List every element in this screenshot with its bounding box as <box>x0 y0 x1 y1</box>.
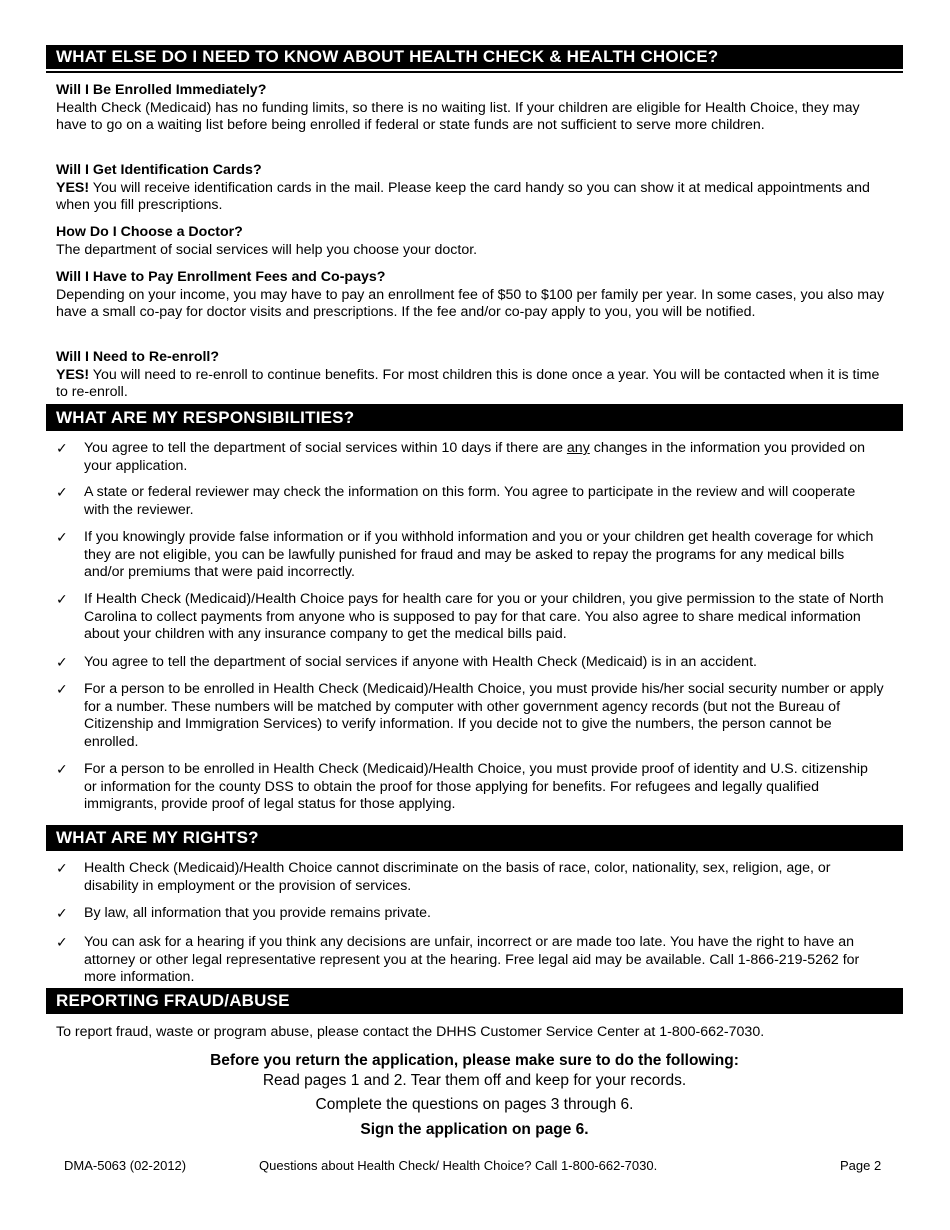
faq-question: Will I Get Identification Cards? <box>56 162 262 178</box>
footer-questions: Questions about Health Check/ Health Choice? Call 1-800-662-7030. <box>259 1158 658 1173</box>
list-item-text-end: changes in the information you provided on your application. <box>84 440 866 474</box>
section-header-responsibilities <box>46 404 903 431</box>
form-id: DMA-5063 (02-2012) <box>64 1158 187 1173</box>
faq-item <box>56 224 886 259</box>
faq-answer-lead: YES! <box>56 179 90 196</box>
section-header-know-more <box>46 45 903 71</box>
check-icon: ✓ <box>56 440 68 456</box>
faq-answer: Depending on your income, you may have to pay an enrollment fee of $50 to $100 per family per year. In some cases, you also may have a small co-pay for doctor visits and prescriptions. If the fee and/or co-pay apply to you, you will be notified. <box>56 286 885 321</box>
faq-question: How Do I Choose a Doctor? <box>56 224 243 240</box>
faq-item <box>56 349 886 402</box>
check-icon: ✓ <box>56 761 68 777</box>
check-icon: ✓ <box>56 860 68 876</box>
faq-answer <box>56 180 886 215</box>
check-icon: ✓ <box>56 934 68 950</box>
faq-answer-lead: YES! <box>56 366 90 383</box>
list-item-text <box>84 440 884 475</box>
page-number: Page 2 <box>840 1158 882 1173</box>
faq-item <box>56 269 886 322</box>
section-title: WHAT ELSE DO I NEED TO KNOW ABOUT HEALTH CHECK & HEALTH CHOICE? <box>56 47 719 66</box>
list-item-text: For a person to be enrolled in Health Check (Medicaid)/Health Choice, you must provide proof of identity and U.S. citizenship or information for the county DSS to obtain the proof for those applying for benefits. For refugees and legally qualified immigrants, provide proof of legal status for those applying. <box>84 761 868 813</box>
check-icon: ✓ <box>56 681 68 697</box>
list-item-text: A state or federal reviewer may check the information on this form. You agree to participate in the review and will cooperate with the reviewer. <box>84 484 856 518</box>
list-item-text: If you knowingly provide false information or if you withhold information and you or your children get health coverage for which they are not eligible, you can be lawfully punished for fraud and may be asked to repay the programs for any medical bills and/or premiums that were paid incorrectly. <box>84 529 874 581</box>
faq-question: Will I Need to Re-enroll? <box>56 349 220 365</box>
list-item-text-start: You agree to tell the department of social services within 10 days if there are <box>84 440 567 456</box>
list-item-text: If Health Check (Medicaid)/Health Choice pays for health care for you or your children, you give permission to the state of North Carolina to collect payments from anyone who is supposed to pay for that care. You also agree to share medical information about your children with any insurance company to get the medical bills paid. <box>84 591 884 643</box>
faq-answer: Health Check (Medicaid) has no funding limits, so there is no waiting list. If your children are eligible for Health Choice, they may have to go on a waiting list before being enrolled if federal or state funds are not sufficient to serve more children. <box>56 99 860 134</box>
section-title: WHAT ARE MY RESPONSIBILITIES? <box>56 407 355 427</box>
section-header-rights <box>46 825 903 851</box>
section-header-reporting-fraud <box>46 988 903 1014</box>
closing-heading: Before you return the application, please make sure to do the following: <box>210 1052 739 1069</box>
faq-answer-text: You will need to re-enroll to continue benefits. For most children this is done once a year. You will be contacted when it is time to re-enroll. <box>56 366 880 401</box>
list-item-text: For a person to be enrolled in Health Check (Medicaid)/Health Choice, you must provide his/her social security number or apply for a number. These numbers will be matched by computer with other government agency records (but not the Bureau of Citizenship and Immigration Services) to verify information. If you decide not to give the numbers, the person cannot be enrolled. <box>84 681 884 751</box>
faq-answer-text: You will receive identification cards in the mail. Please keep the card handy so you can show it at medical appointments and when you fill prescriptions. <box>56 179 870 214</box>
underlined-word: any <box>566 440 590 456</box>
faq-item <box>56 162 886 215</box>
faq-answer: The department of social services will help you choose your doctor. <box>56 241 478 258</box>
closing-step-3: Sign the application on page 6. <box>360 1121 589 1138</box>
check-icon: ✓ <box>56 591 68 607</box>
check-icon: ✓ <box>56 905 68 921</box>
closing-step-1: Read pages 1 and 2. Tear them off and keep for your records. <box>262 1072 687 1089</box>
list-item-text: Health Check (Medicaid)/Health Choice cannot discriminate on the basis of race, color, nationality, sex, religion, age, or disability in employment or the provision of services. <box>84 860 831 894</box>
list-item-text: You agree to tell the department of social services if anyone with Health Check (Medicaid) is in an accident. <box>84 654 757 670</box>
check-icon: ✓ <box>56 529 68 545</box>
fraud-contact-text: To report fraud, waste or program abuse, please contact the DHHS Customer Service Center at 1-800-662-7030. <box>56 1024 765 1040</box>
section-title: WHAT ARE MY RIGHTS? <box>56 828 259 847</box>
closing-step-2: Complete the questions on pages 3 through 6. <box>315 1096 634 1113</box>
check-icon: ✓ <box>56 654 68 670</box>
faq-question: Will I Have to Pay Enrollment Fees and Co-pays? <box>56 269 386 285</box>
section-title: REPORTING FRAUD/ABUSE <box>56 991 290 1010</box>
faq-item <box>56 82 886 135</box>
check-icon: ✓ <box>56 484 68 500</box>
list-item-text: By law, all information that you provide remains private. <box>84 905 431 921</box>
list-item-text: You can ask for a hearing if you think any decisions are unfair, incorrect or are made too late. You have the right to have an attorney or other legal representative represent you at the hearing. Free legal aid may be available. Call 1-866-219-5262 for more information. <box>84 934 860 986</box>
faq-answer <box>56 367 886 402</box>
faq-question: Will I Be Enrolled Immediately? <box>56 82 267 98</box>
